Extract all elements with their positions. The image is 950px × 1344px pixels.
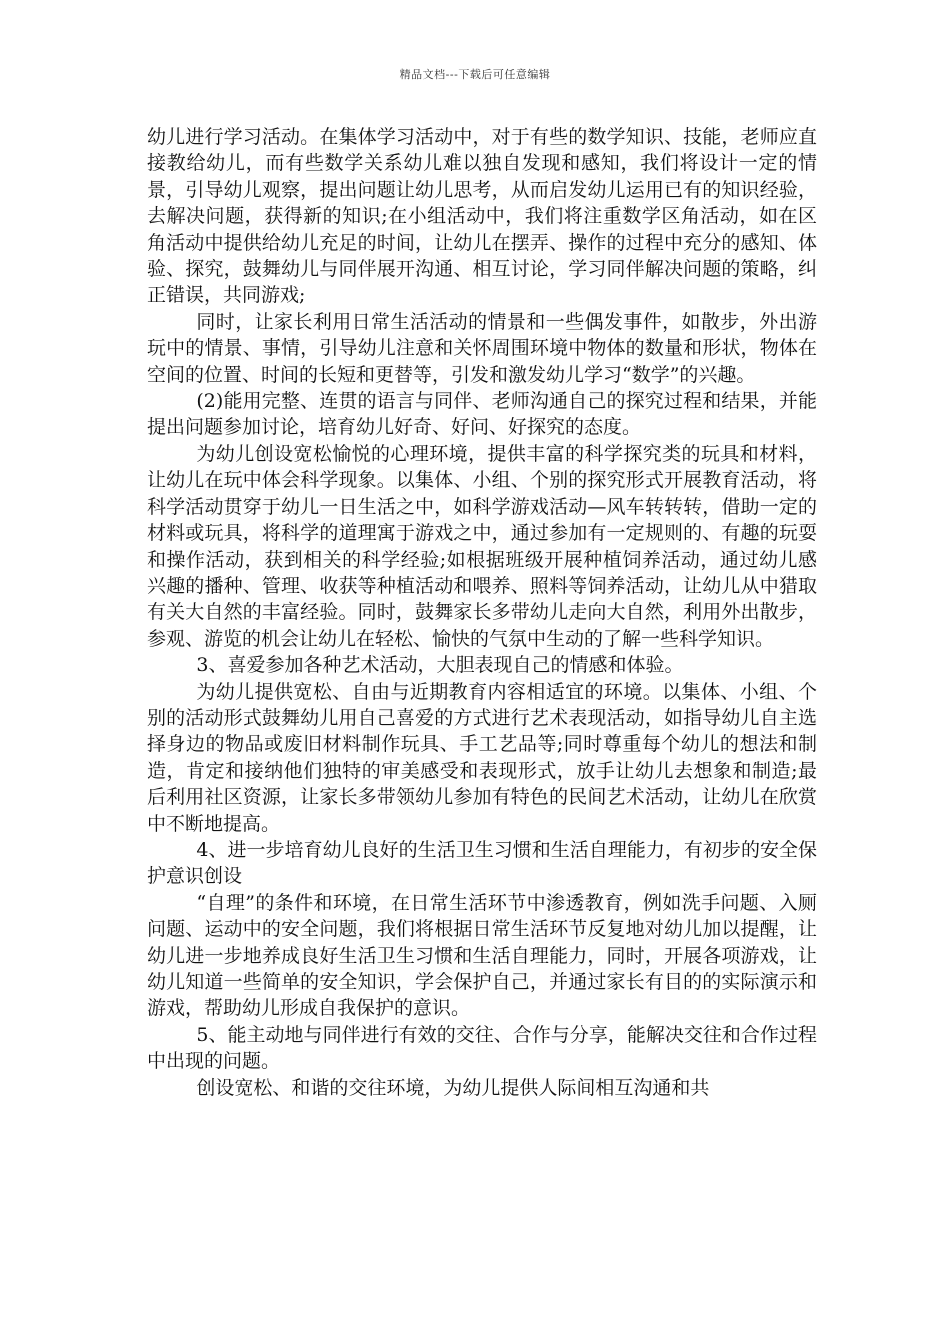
paragraph-2: 同时，让家长利用日常生活活动的情景和一些偶发事件，如散步，外出游玩中的情景、事情，引导幼儿注意和关怀周围环境中物体的数量和形状，物体在空间的位置、时间的长短和更替等，引发和激发幼儿学习“数学”的兴趣。: [147, 310, 817, 386]
paragraph-9: 5、能主动地与同伴进行有效的交往、合作与分享，能解决交往和合作过程中出现的问题。: [147, 1023, 817, 1073]
paragraph-10: 创设宽松、和谐的交往环境，为幼儿提供人际间相互沟通和共: [196, 1076, 710, 1099]
paragraph-6: 为幼儿提供宽松、自由与近期教育内容相适宜的环境。以集体、小组、个别的活动形式鼓舞幼儿用自己喜爱的方式进行艺术表现活动，如指导幼儿自主选择身边的物品或废旧材料制作玩具、手工艺品等;同时尊重每个幼儿的想法和制造，肯定和接纳他们独特的审美感受和表现形式，放手让幼儿去想象和制造;最后利用社区资源，让家长多带领幼儿参加有特色的民间艺术活动，让幼儿在欣赏中不断地提高。: [147, 680, 817, 835]
paragraph-7: 4、进一步培育幼儿良好的生活卫生习惯和生活自理能力，有初步的安全保护意识创设: [147, 838, 817, 888]
paragraph-1: 幼儿进行学习活动。在集体学习活动中，对于有些的数学知识、技能，老师应直接教给幼儿，而有些数学关系幼儿难以独自发现和感知，我们将设计一定的情景，引导幼儿观察，提出问题让幼儿思考，从而启发幼儿运用已有的知识经验，去解决问题，获得新的知识;在小组活动中，我们将注重数学区角活动，如在区角活动中提供给幼儿充足的时间，让幼儿在摆弄、操作的过程中充分的感知、体验、探究，鼓舞幼儿与同伴展开沟通、相互讨论，学习同伴解决问题的策略，纠正错误，共同游戏;: [147, 126, 817, 307]
paragraph-3: (2)能用完整、连贯的语言与同伴、老师沟通自己的探究过程和结果，并能提出问题参加讨论，培育幼儿好奇、好问、好探究的态度。: [147, 390, 817, 439]
paragraph-4: 为幼儿创设宽松愉悦的心理环境，提供丰富的科学探究类的玩具和材料，让幼儿在玩中体会科学现象。以集体、小组、个别的探究形式开展教育活动，将科学活动贯穿于幼儿一日生活之中，如科学游戏活动—风车转转转，借助一定的材料或玩具，将科学的道理寓于游戏之中，通过参加有一定规则的、有趣的玩耍和操作活动，获到相关的科学经验;如根据班级开展种植饲养活动，通过幼儿感兴趣的播种、管理、收获等种植活动和喂养、照料等饲养活动，让幼儿从中猎取有关大自然的丰富经验。同时，鼓舞家长多带幼儿走向大自然，利用外出散步，参观、游览的机会让幼儿在轻松、愉快的气氛中生动的了解一些科学知识。: [147, 442, 817, 650]
page-header: 精品文档---下载后可任意编辑: [399, 68, 551, 81]
paragraph-5: 3、喜爱参加各种艺术活动，大胆表现自己的情感和体验。: [196, 654, 684, 677]
document-body: [147, 124, 817, 1101]
paragraph-8: “自理”的条件和环境，在日常生活环节中渗透教育，例如洗手问题、入厕问题、运动中的安全问题，我们将根据日常生活环节反复地对幼儿加以提醒，让幼儿进一步地养成良好生活卫生习惯和生活自理能力，同时，开展各项游戏，让幼儿知道一些简单的安全知识，学会保护自己，并通过家长有目的的实际演示和游戏，帮助幼儿形成自我保护的意识。: [147, 891, 817, 1020]
